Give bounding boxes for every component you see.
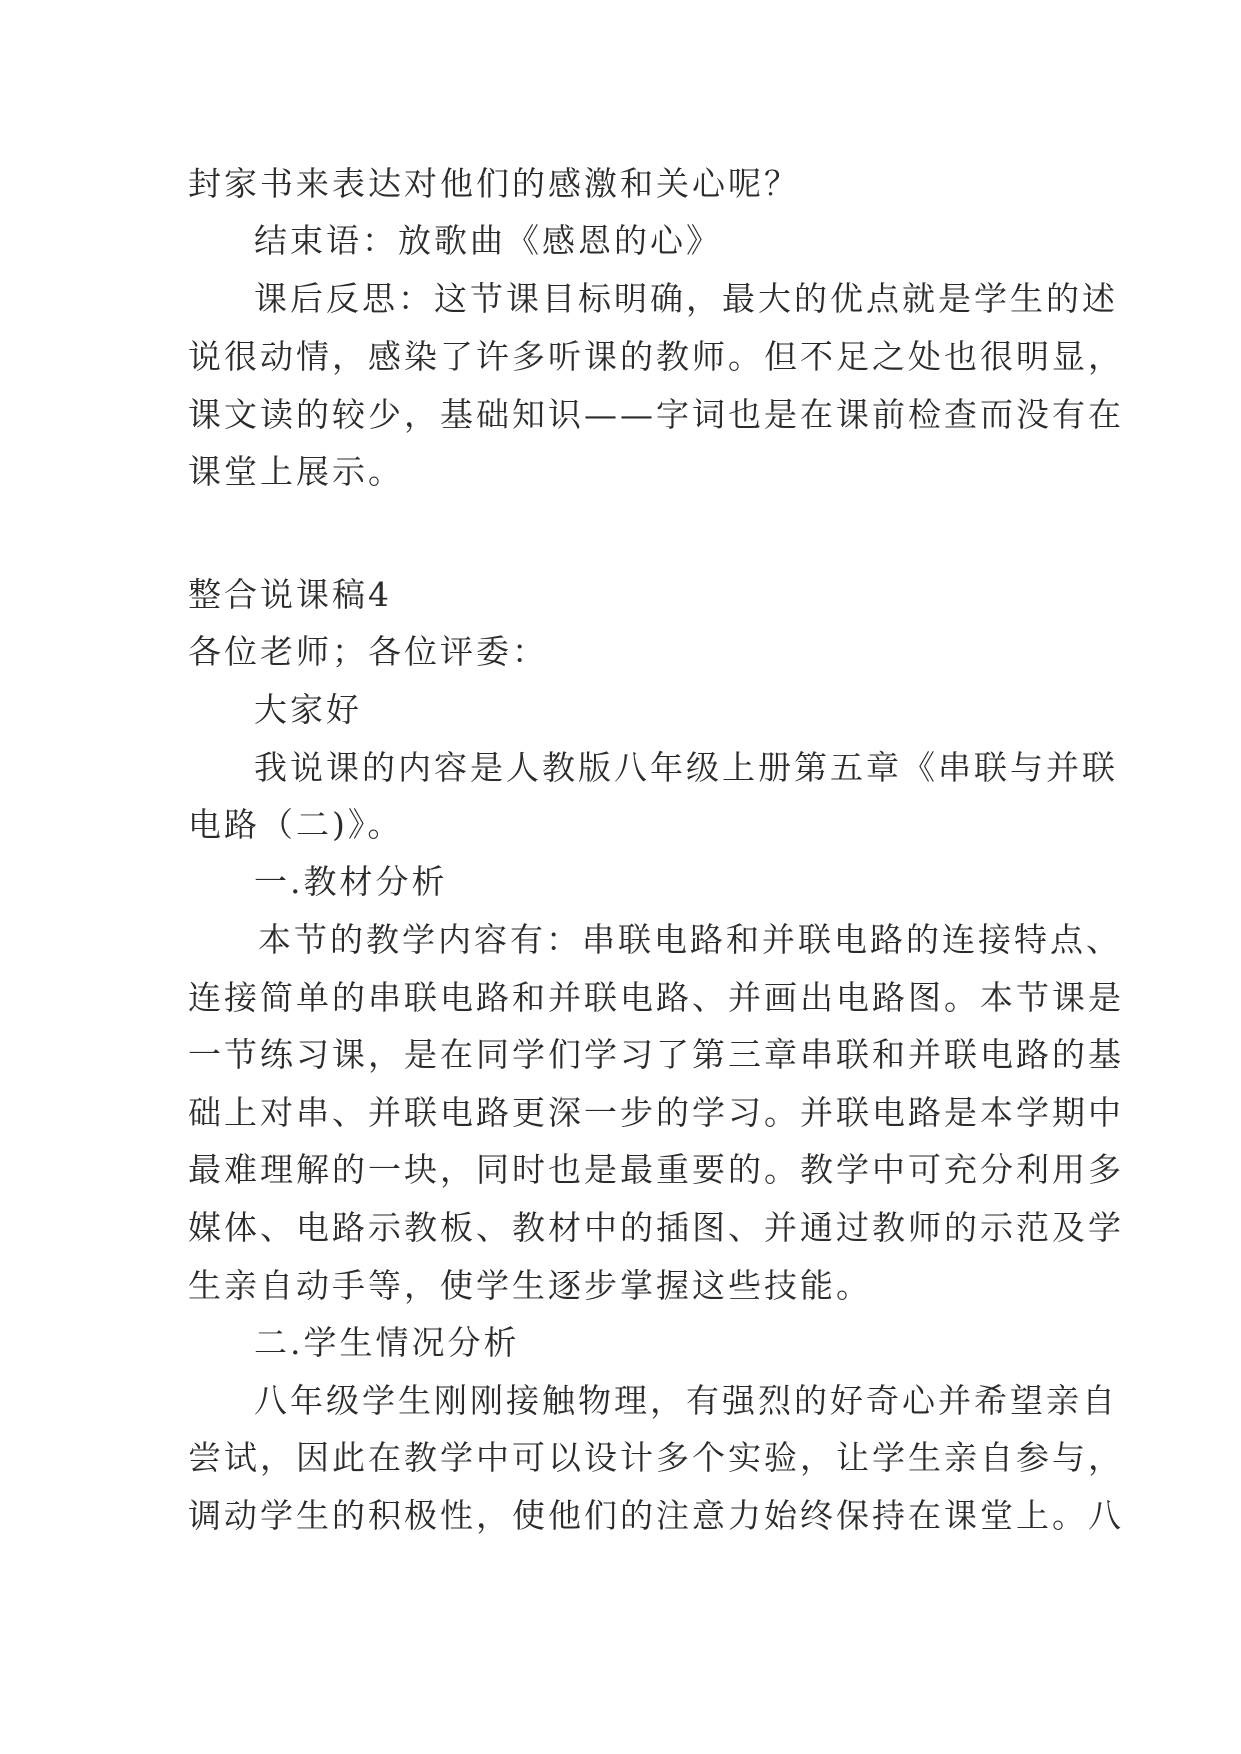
- analysis-paragraph-line: 媒体、电路示教板、教材中的插图、并通过教师的示范及学: [188, 1208, 1124, 1247]
- intro-paragraph-line: 电路（二)》。: [188, 805, 404, 844]
- subheading-student-analysis: 二.学生情况分析: [254, 1323, 520, 1362]
- analysis-paragraph-line: 本节的教学内容有：串联电路和并联电路的连接特点、: [258, 920, 1122, 959]
- analysis-paragraph-line: 一节练习课，是在同学们学习了第三章串联和并联电路的基: [188, 1035, 1124, 1074]
- salutation-line: 各位老师；各位评委：: [188, 632, 548, 671]
- analysis-paragraph-line: 最难理解的一块，同时也是最重要的。教学中可充分利用多: [188, 1150, 1124, 1189]
- reflection-paragraph-line: 课堂上展示。: [188, 452, 404, 491]
- analysis-paragraph-line: 连接简单的串联电路和并联电路、并画出电路图。本节课是: [188, 978, 1124, 1017]
- analysis-paragraph-line: 础上对串、并联电路更深一步的学习。并联电路是本学期中: [188, 1093, 1124, 1132]
- subheading-textbook-analysis: 一.教材分析: [254, 862, 448, 901]
- body-text-line: 封家书来表达对他们的感激和关心呢？: [188, 164, 800, 203]
- reflection-paragraph-line: 课后反思：这节课目标明确，最大的优点就是学生的述: [254, 279, 1118, 318]
- reflection-paragraph-line: 说很动情，感染了许多听课的教师。但不足之处也很明显，: [188, 337, 1124, 376]
- student-paragraph-line: 调动学生的积极性，使他们的注意力始终保持在课堂上。八: [188, 1496, 1124, 1535]
- closing-remark-line: 结束语：放歌曲《感恩的心》: [254, 221, 722, 260]
- intro-paragraph-line: 我说课的内容是人教版八年级上册第五章《串联与并联: [254, 748, 1118, 787]
- greeting-line: 大家好: [254, 690, 362, 729]
- section-title: 整合说课稿4: [188, 575, 392, 614]
- student-paragraph-line: 尝试，因此在教学中可以设计多个实验，让学生亲自参与，: [188, 1438, 1124, 1477]
- reflection-paragraph-line: 课文读的较少，基础知识——字词也是在课前检查而没有在: [188, 395, 1124, 434]
- student-paragraph-line: 八年级学生刚刚接触物理，有强烈的好奇心并希望亲自: [254, 1381, 1118, 1420]
- analysis-paragraph-line: 生亲自动手等，使学生逐步掌握这些技能。: [188, 1266, 872, 1305]
